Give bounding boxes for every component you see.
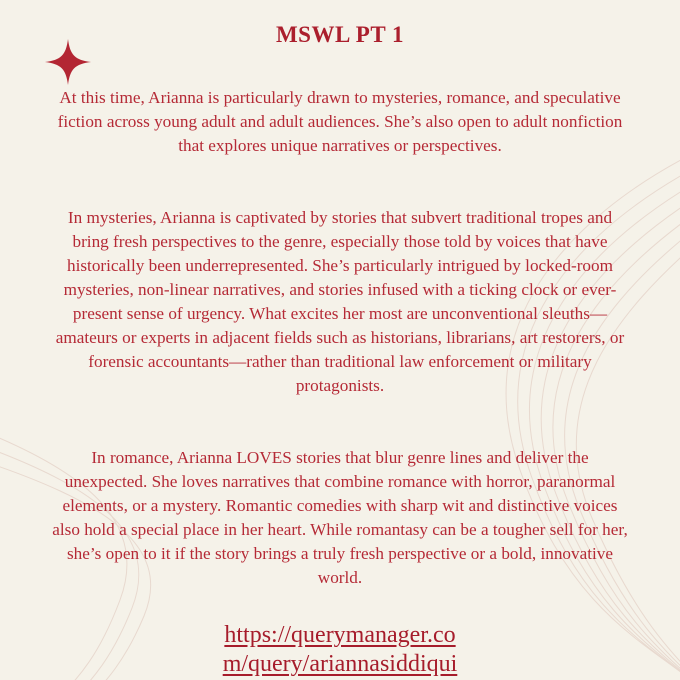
querymanager-link-block xyxy=(150,621,530,679)
paragraph-mysteries: In mysteries, Arianna is captivated by stories that subvert traditional tropes and bring fresh perspectives to the genre, especially those told by voices that have historically been underrepresented. She’s particularly intrigued by locked-room mysteries, non-linear narratives, and stories infused with a ticking clock or ever-present sense of urgency. What excites her most are unconventional sleuths—amateurs or experts in adjacent fields such as historians, librarians, art restorers, or forensic accountants—rather than traditional law enforcement or military protagonists. xyxy=(55,208,625,395)
post-title: MSWL PT 1 xyxy=(275,22,405,47)
querymanager-link-line-1[interactable]: https://querymanager.co xyxy=(224,622,456,648)
querymanager-link-line-2[interactable]: m/query/ariannasiddiqui xyxy=(222,651,458,677)
paragraph-romance: In romance, Arianna LOVES stories that blur genre lines and deliver the unexpected. She loves narratives that combine romance with horror, paranormal elements, or a mystery. Romantic comedies with sharp wit and distinctive voices also hold a special place in her heart. While romantasy can be a tougher sell for her, she’s open to it if the story brings a truly fresh perspective or a bold, innovative world. xyxy=(52,448,628,587)
paragraph-overview: At this time, Arianna is particularly drawn to mysteries, romance, and speculative fiction across young adult and adult audiences. She’s also open to adult nonfiction that explores unique narratives or perspectives. xyxy=(57,88,623,155)
